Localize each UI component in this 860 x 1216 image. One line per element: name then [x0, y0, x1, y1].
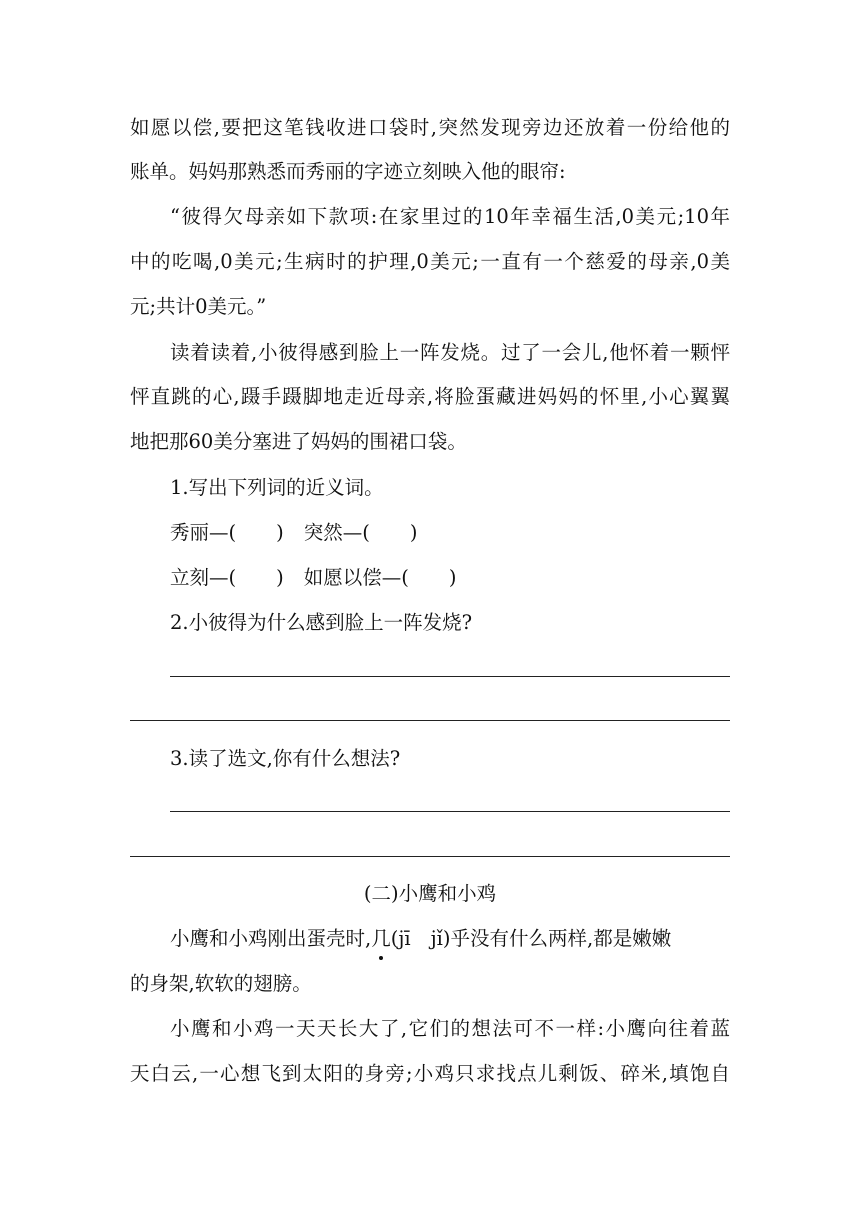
question-2: 2.小彼得为什么感到脸上一阵发烧? [170, 611, 473, 634]
pinyin-option-b: jǐ) [430, 927, 451, 950]
answer-line[interactable] [170, 676, 730, 677]
passage-text: 乎没有什么两样,都是嫩嫩 [450, 927, 672, 950]
passage-line: 账单。妈妈那熟悉而秀丽的字迹立刻映入他的眼帘: [130, 160, 566, 183]
passage-line: 天白云,一心想飞到太阳的身旁;小鸡只求找点儿剩饭、碎米,填饱自 [130, 1062, 730, 1085]
answer-line[interactable] [170, 811, 730, 812]
passage-line: 中的吃喝,0美元;生病时的护理,0美元;一直有一个慈爱的母亲,0美 [130, 250, 730, 273]
section-title: (二)小鹰和小鸡 [363, 882, 497, 905]
synonym-row-1 [170, 518, 730, 548]
emphasis-char: 几 [371, 924, 391, 954]
synonym-close: ) [448, 566, 457, 589]
synonym-close: ) [276, 521, 284, 544]
passage-line: 小鹰和小鸡一天天长大了,它们的想法可不一样:小鹰向往着蓝 [170, 1017, 730, 1040]
synonym-prompt: 立刻—( [170, 566, 237, 589]
synonym-prompt: 突然—( [303, 521, 370, 544]
synonym-prompt: 如愿以偿—( [303, 566, 409, 589]
synonym-row-2 [170, 563, 730, 593]
passage-line: 读着读着,小彼得感到脸上一阵发烧。过了一会儿,他怀着一颗怦 [170, 341, 730, 364]
passage-text: 小鹰和小鸡刚出蛋壳时, [170, 927, 372, 950]
pinyin-option-a: (jī [390, 927, 411, 950]
answer-line[interactable] [130, 856, 730, 857]
passage-line [170, 924, 730, 954]
passage-line: 如愿以偿,要把这笔钱收进口袋时,突然发现旁边还放着一份给他的 [130, 116, 730, 139]
synonym-close: ) [276, 566, 284, 589]
question-1: 1.写出下列词的近义词。 [170, 476, 384, 499]
synonym-close: ) [409, 521, 418, 544]
passage-line: 元;共计0美元。” [130, 295, 267, 318]
passage-line: 的身架,软软的翅膀。 [130, 972, 312, 995]
passage-line: 地把那60美分塞进了妈妈的围裙口袋。 [130, 430, 467, 453]
question-3: 3.读了选文,你有什么想法? [170, 747, 401, 770]
synonym-prompt: 秀丽—( [170, 521, 237, 544]
passage-line: “彼得欠母亲如下款项:在家里过的10年幸福生活,0美元;10年 [170, 205, 730, 228]
answer-line[interactable] [130, 720, 730, 721]
passage-line: 怦直跳的心,蹑手蹑脚地走近母亲,将脸蛋藏进妈妈的怀里,小心翼翼 [130, 385, 730, 408]
